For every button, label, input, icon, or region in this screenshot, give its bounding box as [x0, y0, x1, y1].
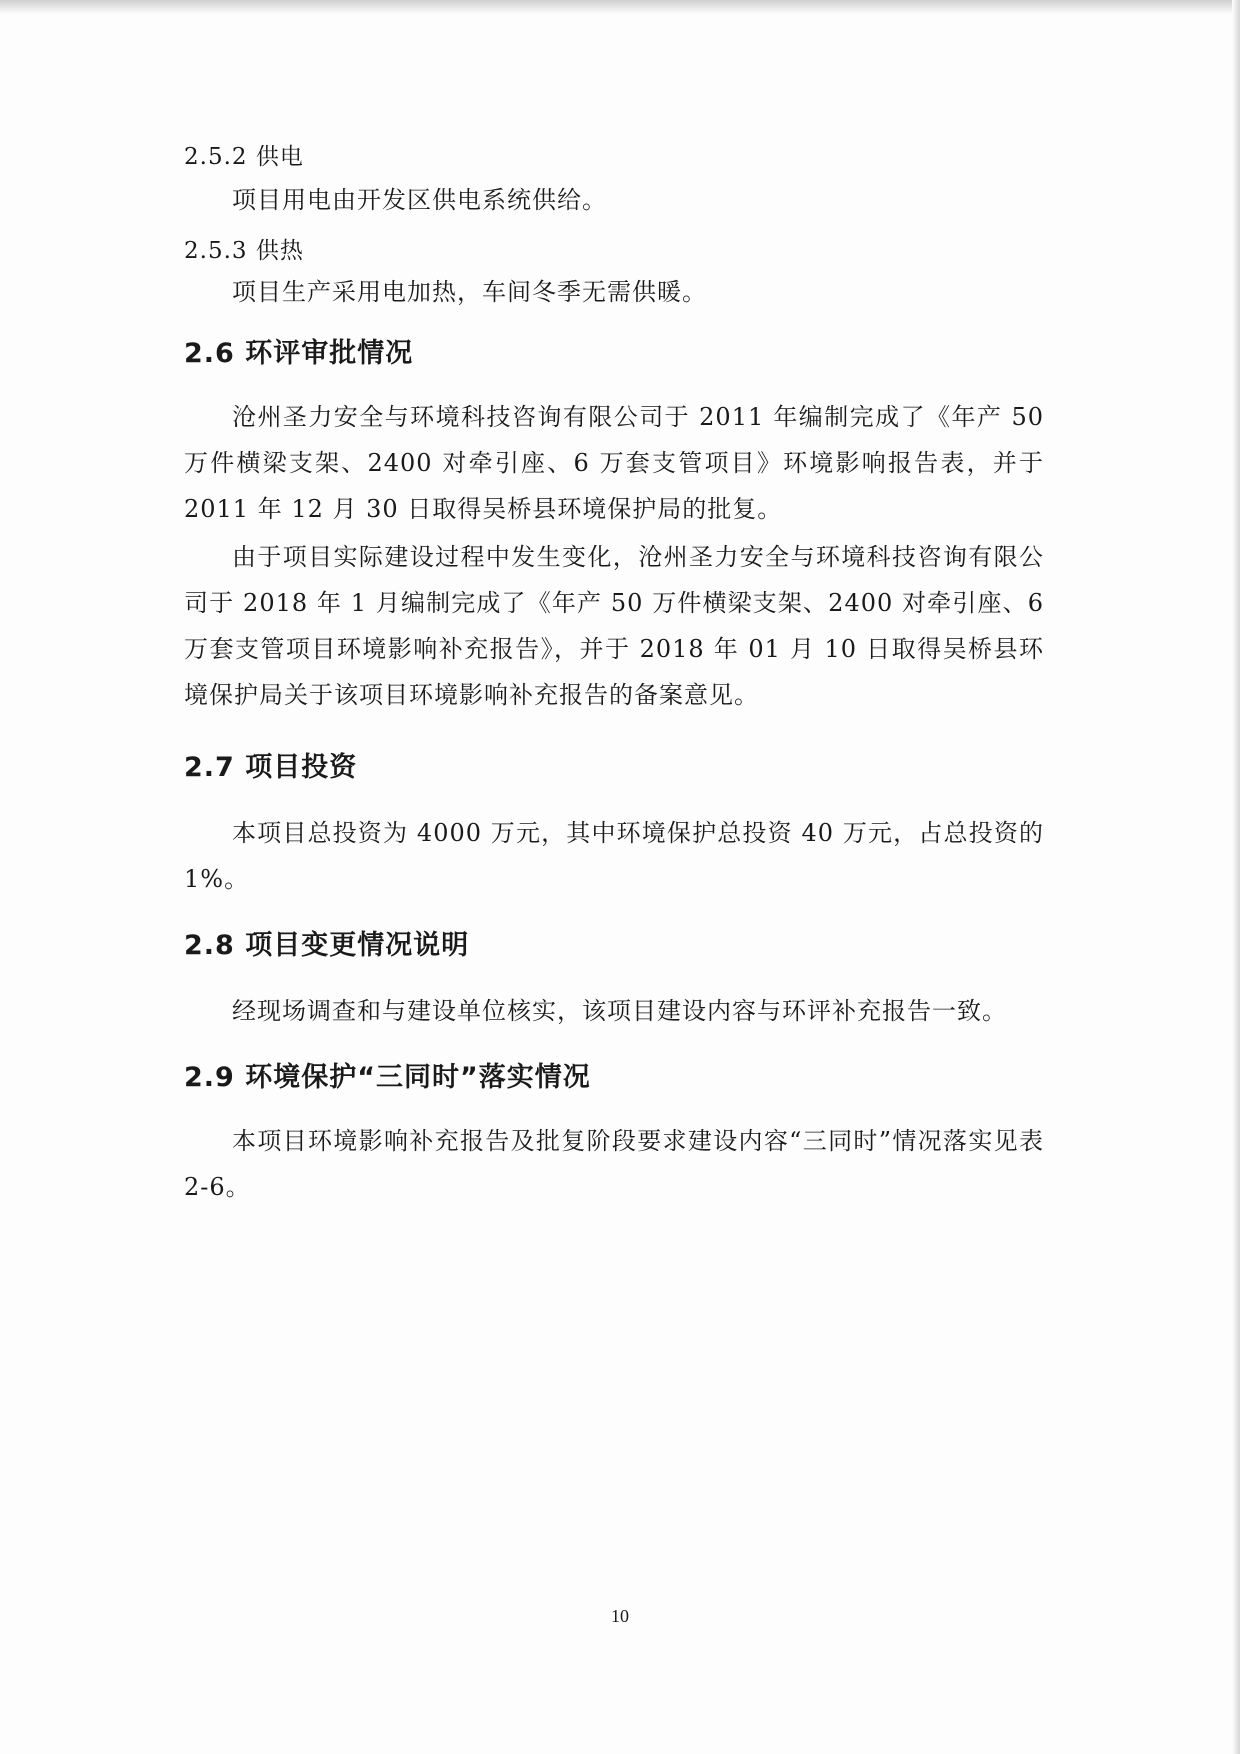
subsection-2-5-2-text: 项目用电由开发区供电系统供给。 [232, 186, 607, 214]
subsection-2-5-3-text: 项目生产采用电加热，车间冬季无需供暖。 [232, 278, 707, 306]
scan-edge-top [0, 0, 1240, 14]
section-2-7-text: 本项目总投资为 4000 万元，其中环境保护总投资 40 万元，占总投资的 1%。 [184, 819, 1044, 893]
section-2-6-heading: 2.6 环评审批情况 [184, 338, 414, 369]
page-number: 10 [611, 1606, 629, 1626]
section-2-7-heading: 2.7 项目投资 [184, 752, 358, 783]
page-content [184, 140, 1044, 1210]
section-2-8-text: 经现场调查和与建设单位核实，该项目建设内容与环评补充报告一致。 [232, 997, 1007, 1025]
section-2-9-text: 本项目环境影响补充报告及批复阶段要求建设内容“三同时”情况落实见表 2-6。 [184, 1127, 1044, 1201]
section-2-6-paragraph-1: 沧州圣力安全与环境科技咨询有限公司于 2011 年编制完成了《年产 50 万件横梁支架、2400 对牵引座、6 万套支管项目》环境影响报告表，并于 2011 年 12 月 30 日取得吴桥县环境保护局的批复。 [184, 403, 1044, 523]
section-2-8-heading: 2.8 项目变更情况说明 [184, 930, 470, 961]
subsection-2-5-2-title: 2.5.2 供电 [184, 144, 304, 170]
section-2-6-paragraph-2: 由于项目实际建设过程中发生变化，沧州圣力安全与环境科技咨询有限公司于 2018 年 1 月编制完成了《年产 50 万件横梁支架、2400 对牵引座、6 万套支管项目环境影响补充报告》，并于 2018 年 01 月 10 日取得吴桥县环境保护局关于该项目环境影响补充报告的备案意见。 [184, 543, 1044, 709]
section-2-9-heading: 2.9 环境保护“三同时”落实情况 [184, 1062, 591, 1093]
scan-edge-right [1232, 0, 1240, 1754]
subsection-2-5-3-title: 2.5.3 供热 [184, 238, 304, 264]
